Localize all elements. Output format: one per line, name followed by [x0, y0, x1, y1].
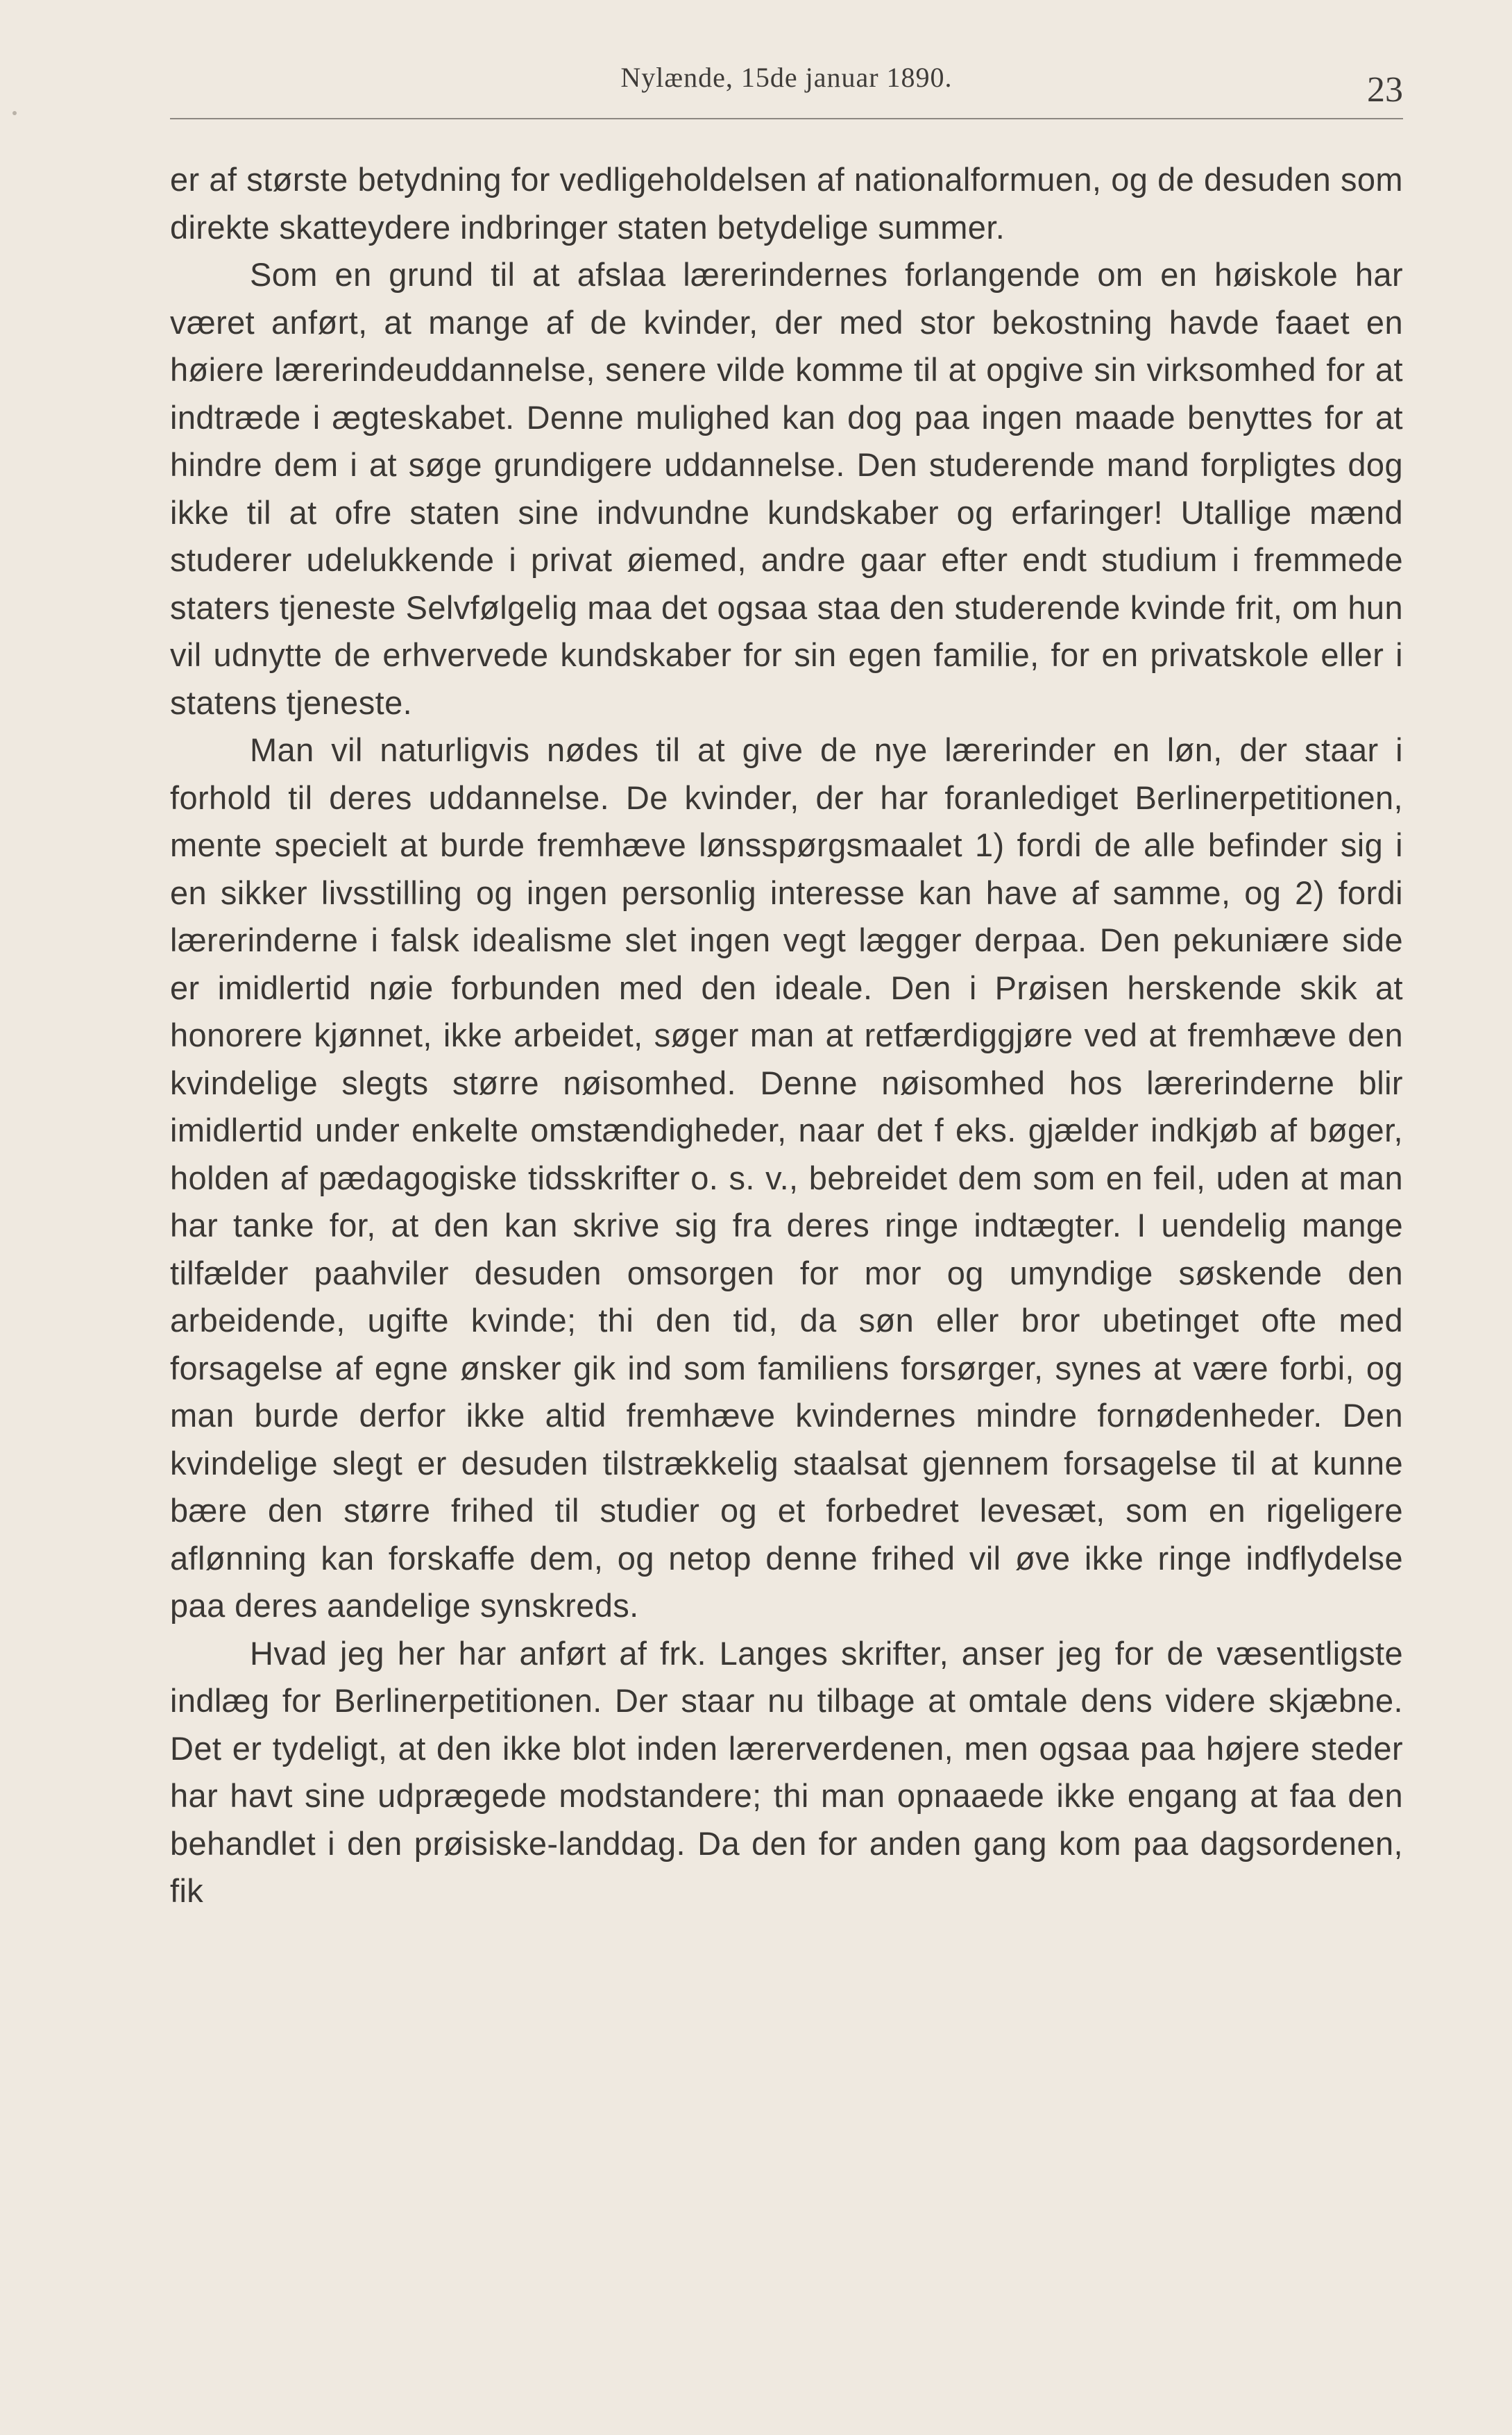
paragraph: er af største betydning for vedligeholdelsen af nationalformuen, og de desuden som direkte skatteydere indbringer staten betydelige summer. — [170, 161, 1403, 246]
paper-speck — [12, 111, 17, 115]
page-number: 23 — [1367, 70, 1403, 110]
body-text — [170, 156, 1403, 1915]
running-head: Nylænde, 15de januar 1890. — [620, 62, 953, 93]
paragraph: Hvad jeg her har anført af frk. Langes skrifter, anser jeg for de væsentligste indlæg for Berlinerpetitionen. Der staar nu tilbage at omtale dens videre skjæbne. Det er tydeligt, at den ikke blot inden lærerverdenen, men ogsaa paa højere steder har havt sine udprægede modstandere; thi man opnaaede ikke engang at faa den behandlet i den prøisiske-landdag. Da den for anden gang kom paa dagsordenen, fik — [170, 1634, 1403, 1909]
header-rule — [170, 118, 1403, 119]
paragraph: Man vil naturligvis nødes til at give de nye lærerinder en løn, der staar i forhold til deres uddannelse. De kvinder, der har foranlediget Berlinerpetitionen, mente specielt at burde fremhæve lønsspørgsmaalet 1) fordi de alle befinder sig i en sikker livsstilling og ingen personlig interesse kan have af samme, og 2) fordi lærerinderne i falsk idealisme slet ingen vegt lægger derpaa. Den pekuniære side er imidlertid nøie forbunden med den ideale. Den i Prøisen herskende skik at honorere kjønnet, ikke arbeidet, søger man at retfærdiggjøre ved at fremhæve den kvindelige slegts større nøisomhed. Denne nøisomhed hos lærerinderne blir imidlertid under enkelte omstændigheder, naar det f eks. gjælder indkjøb af bøger, holden af pædagogiske tidsskrifter o. s. v., bebreidet dem som en feil, uden at man har tanke for, at den kan skrive sig fra deres ringe indtægter. I uendelig mange tilfælder paahviler desuden omsorgen for mor og umyndige søskende den arbeidende, ugifte kvinde; thi den tid, da søn eller bror ubetinget ofte med forsagelse af egne ønsker gik ind som familiens forsørger, synes at være forbi, og man burde derfor ikke altid fremhæve kvindernes mindre fornødenheder. Den kvindelige slegt er desuden tilstrækkelig staalsat gjennem forsagelse til at kunne bære den større frihed til studier og et forbedret levesæt, som en rigeligere aflønning kan forskaffe dem, og netop denne frihed vil øve ikke ringe indflydelse paa deres aandelige synskreds. — [170, 731, 1403, 1624]
paragraph: Som en grund til at afslaa lærerindernes forlangende om en høiskole har været anført, at mange af de kvinder, der med stor bekostning havde faaet en høiere lærerindeuddannelse, senere vilde komme til at opgive sin virksomhed for at indtræde i ægteskabet. Denne mulighed kan dog paa ingen maade benyttes for at hindre dem i at søge grundigere uddannelse. Den studerende mand forpligtes dog ikke til at ofre staten sine indvundne kundskaber og erfaringer! Utallige mænd studerer udelukkende i privat øiemed, andre gaar efter endt studium i fremmede staters tjeneste Selvfølgelig maa det ogsaa staa den studerende kvinde frit, om hun vil udnytte de erhvervede kundskaber for sin egen familie, for en privatskole eller i statens tjeneste. — [170, 256, 1403, 721]
page-header — [170, 61, 1403, 117]
